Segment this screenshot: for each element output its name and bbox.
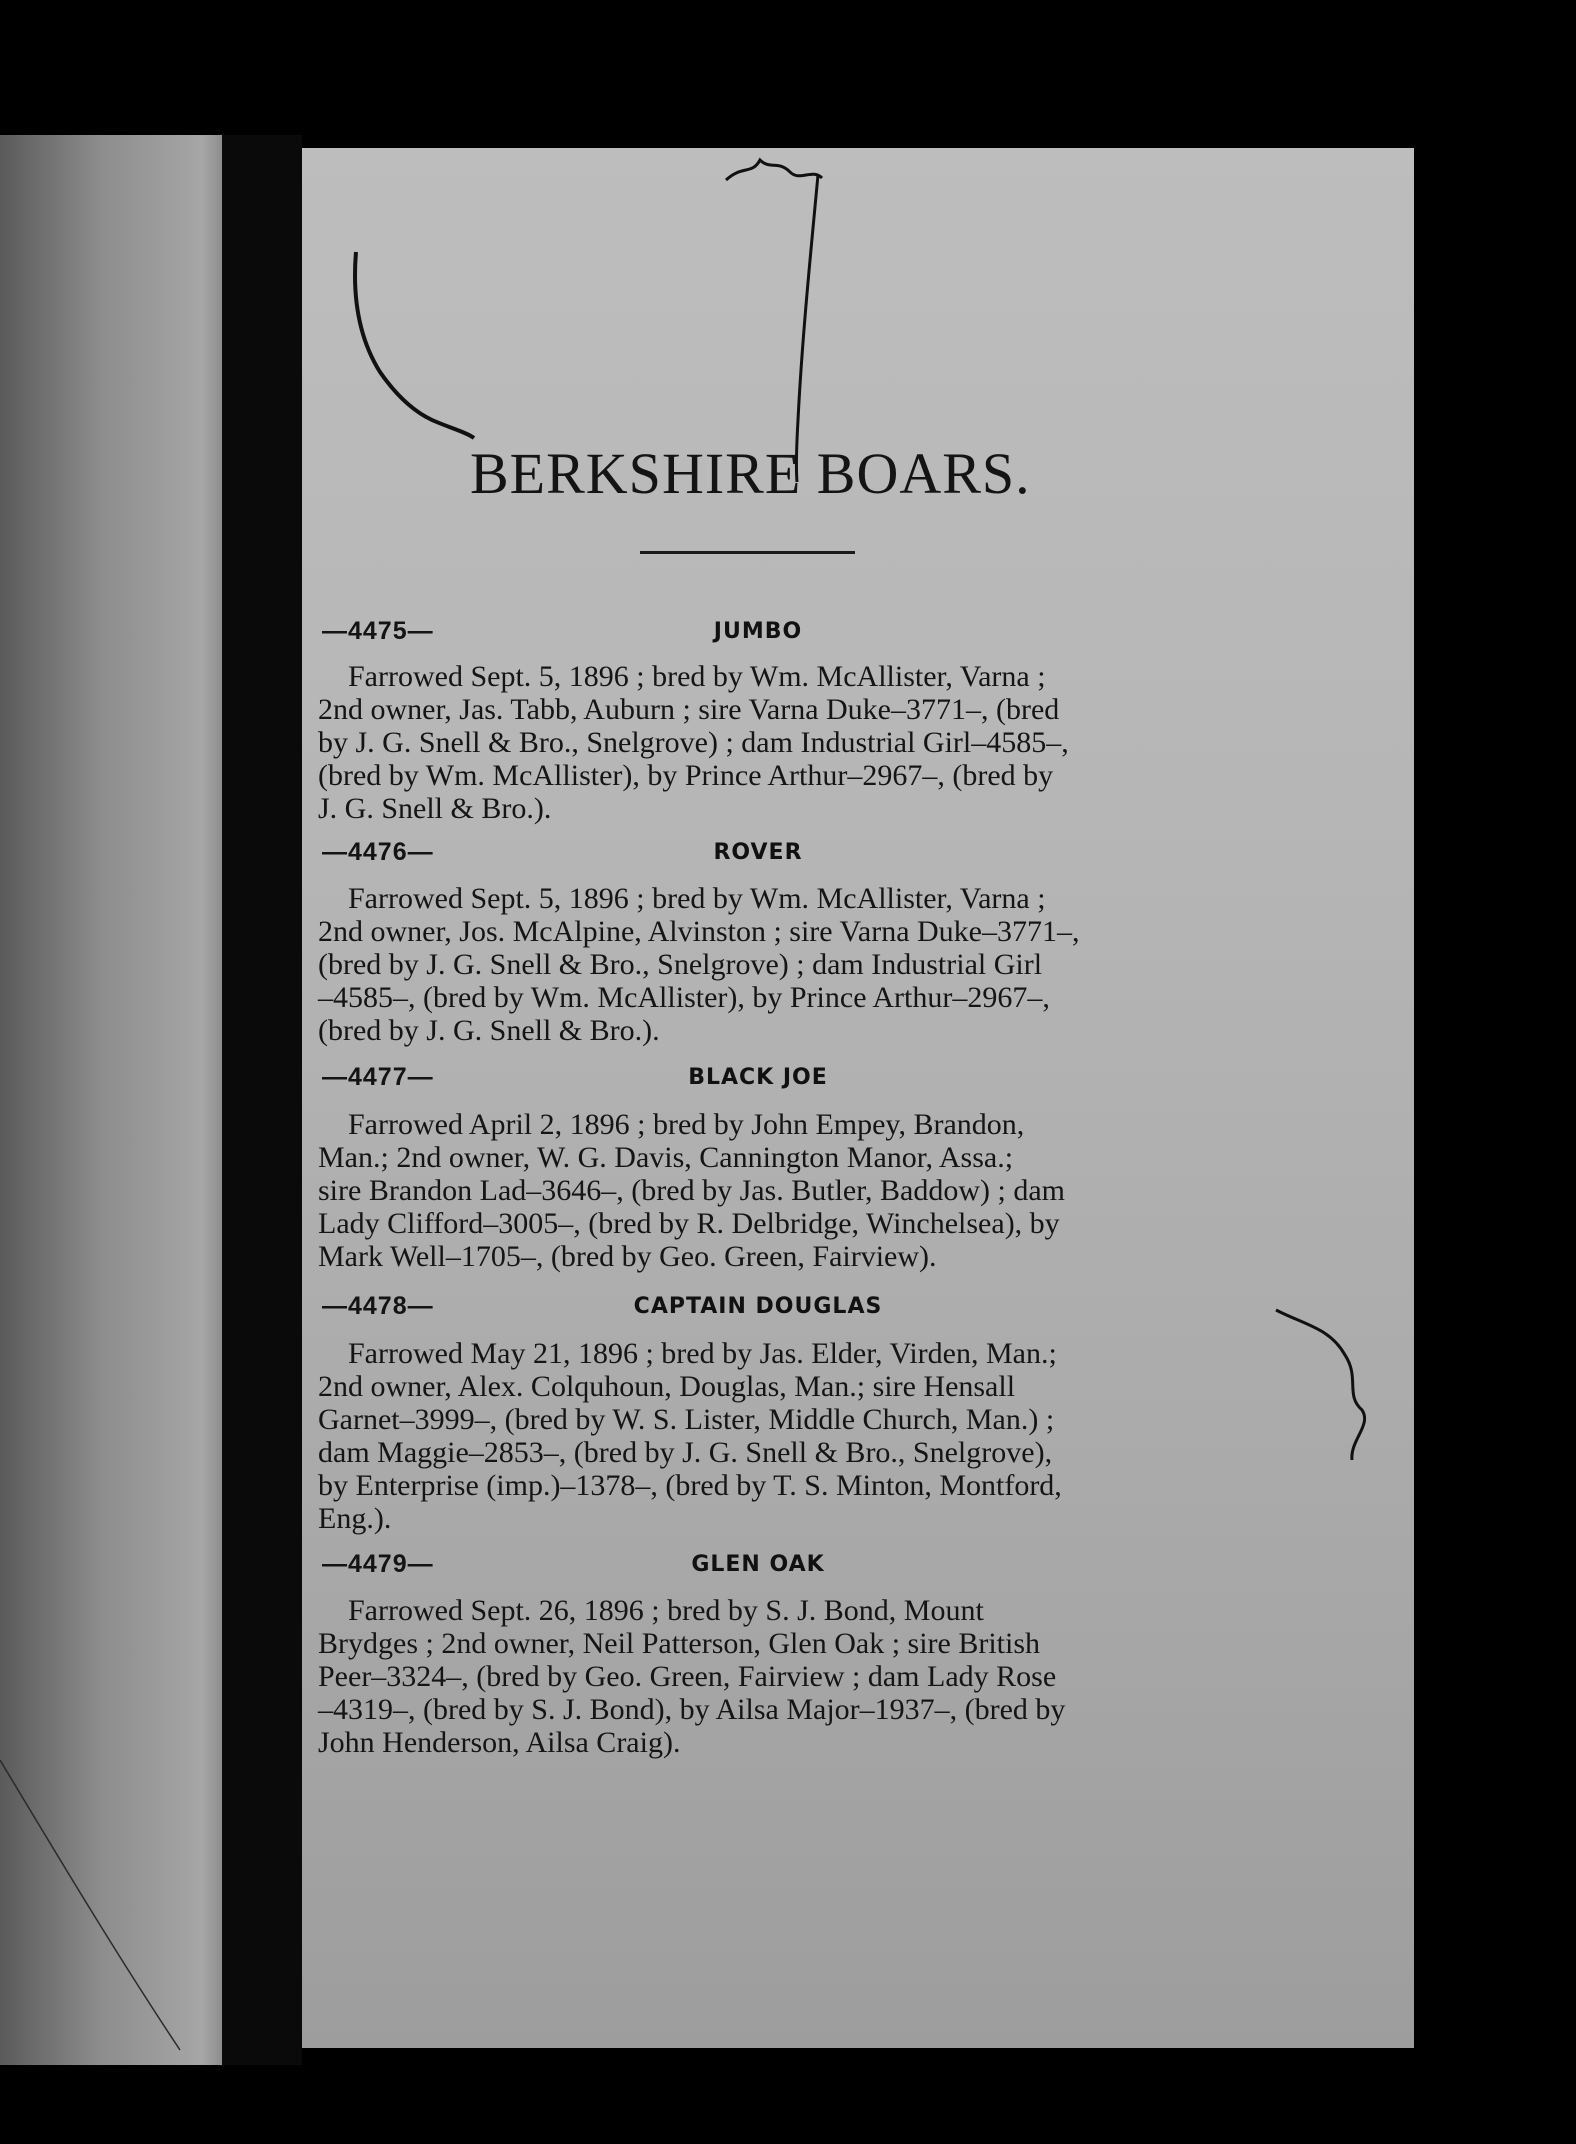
entry-number: —4479—	[322, 1550, 434, 1578]
entry-line: Brydges ; 2nd owner, Neil Patterson, Glen Oak ; sire British	[318, 1627, 1041, 1660]
entry-header	[322, 838, 1194, 878]
entry-line: Farrowed Sept. 5, 1896 ; bred by Wm. McAllister, Varna ;	[318, 660, 1046, 693]
entry-number: —4478—	[322, 1292, 434, 1320]
entry-header	[322, 1063, 1194, 1103]
entry-line: (bred by J. G. Snell & Bro.).	[318, 1014, 660, 1047]
entry-name: JUMBO	[713, 619, 803, 644]
entry-name: GLEN OAK	[691, 1552, 825, 1577]
entry-line: Farrowed May 21, 1896 ; bred by Jas. Elder, Virden, Man.;	[318, 1337, 1057, 1370]
entry-description	[318, 1337, 1190, 1535]
entry-description	[318, 1594, 1190, 1759]
entry-line: Peer–3324–, (bred by Geo. Green, Fairview ; dam Lady Rose	[318, 1660, 1057, 1693]
entry-line: dam Maggie–2853–, (bred by J. G. Snell & Bro., Snelgrove),	[318, 1436, 1053, 1469]
entry-line: –4585–, (bred by Wm. McAllister), by Prince Arthur–2967–,	[318, 981, 1050, 1014]
page-title: BERKSHIRE BOARS.	[470, 441, 1031, 506]
entry-line: Farrowed Sept. 5, 1896 ; bred by Wm. McAllister, Varna ;	[318, 882, 1046, 915]
entry-line: J. G. Snell & Bro.).	[318, 792, 552, 825]
page-gutter	[222, 135, 302, 2065]
facing-page	[0, 135, 225, 2065]
entry-line: by Enterprise (imp.)–1378–, (bred by T. S. Minton, Montford,	[318, 1469, 1062, 1502]
entry-line: –4319–, (bred by S. J. Bond), by Ailsa Major–1937–, (bred by	[318, 1693, 1066, 1726]
entry-line: Man.; 2nd owner, W. G. Davis, Cannington Manor, Assa.;	[318, 1141, 1014, 1174]
entry-name: ROVER	[713, 840, 803, 865]
entry-name: CAPTAIN DOUGLAS	[633, 1294, 883, 1319]
entry-line: Mark Well–1705–, (bred by Geo. Green, Fairview).	[318, 1240, 937, 1273]
entry-line: 2nd owner, Jas. Tabb, Auburn ; sire Varna Duke–3771–, (bred	[318, 693, 1060, 726]
entry-number: —4477—	[322, 1063, 434, 1091]
entry-line: (bred by Wm. McAllister), by Prince Arthur–2967–, (bred by	[318, 759, 1054, 792]
title-rule	[640, 551, 855, 554]
entry-number: —4475—	[322, 617, 434, 645]
entry-line: sire Brandon Lad–3646–, (bred by Jas. Butler, Baddow) ; dam	[318, 1174, 1065, 1207]
entry-line: Eng.).	[318, 1502, 392, 1535]
entry-description	[318, 1108, 1190, 1273]
entry-line: Farrowed April 2, 1896 ; bred by John Empey, Brandon,	[318, 1108, 1025, 1141]
entry-line: (bred by J. G. Snell & Bro., Snelgrove) ; dam Industrial Girl	[318, 948, 1043, 981]
entry-line: Garnet–3999–, (bred by W. S. Lister, Middle Church, Man.) ;	[318, 1403, 1055, 1436]
entry-line: Lady Clifford–3005–, (bred by R. Delbridge, Winchelsea), by	[318, 1207, 1060, 1240]
entry-number: —4476—	[322, 838, 434, 866]
entry-name: BLACK JOE	[688, 1065, 828, 1090]
entry-line: John Henderson, Ailsa Craig).	[318, 1726, 681, 1759]
entry-line: by J. G. Snell & Bro., Snelgrove) ; dam Industrial Girl–4585–,	[318, 726, 1069, 759]
entry-header	[322, 1550, 1194, 1590]
entry-line: 2nd owner, Jos. McAlpine, Alvinston ; sire Varna Duke–3771–,	[318, 915, 1080, 948]
entry-header	[322, 1292, 1194, 1332]
entry-line: 2nd owner, Alex. Colquhoun, Douglas, Man.; sire Hensall	[318, 1370, 1016, 1403]
entry-description	[318, 660, 1190, 825]
entry-line: Farrowed Sept. 26, 1896 ; bred by S. J. Bond, Mount	[318, 1594, 984, 1627]
entry-description	[318, 882, 1190, 1047]
entry-header	[322, 617, 1194, 657]
